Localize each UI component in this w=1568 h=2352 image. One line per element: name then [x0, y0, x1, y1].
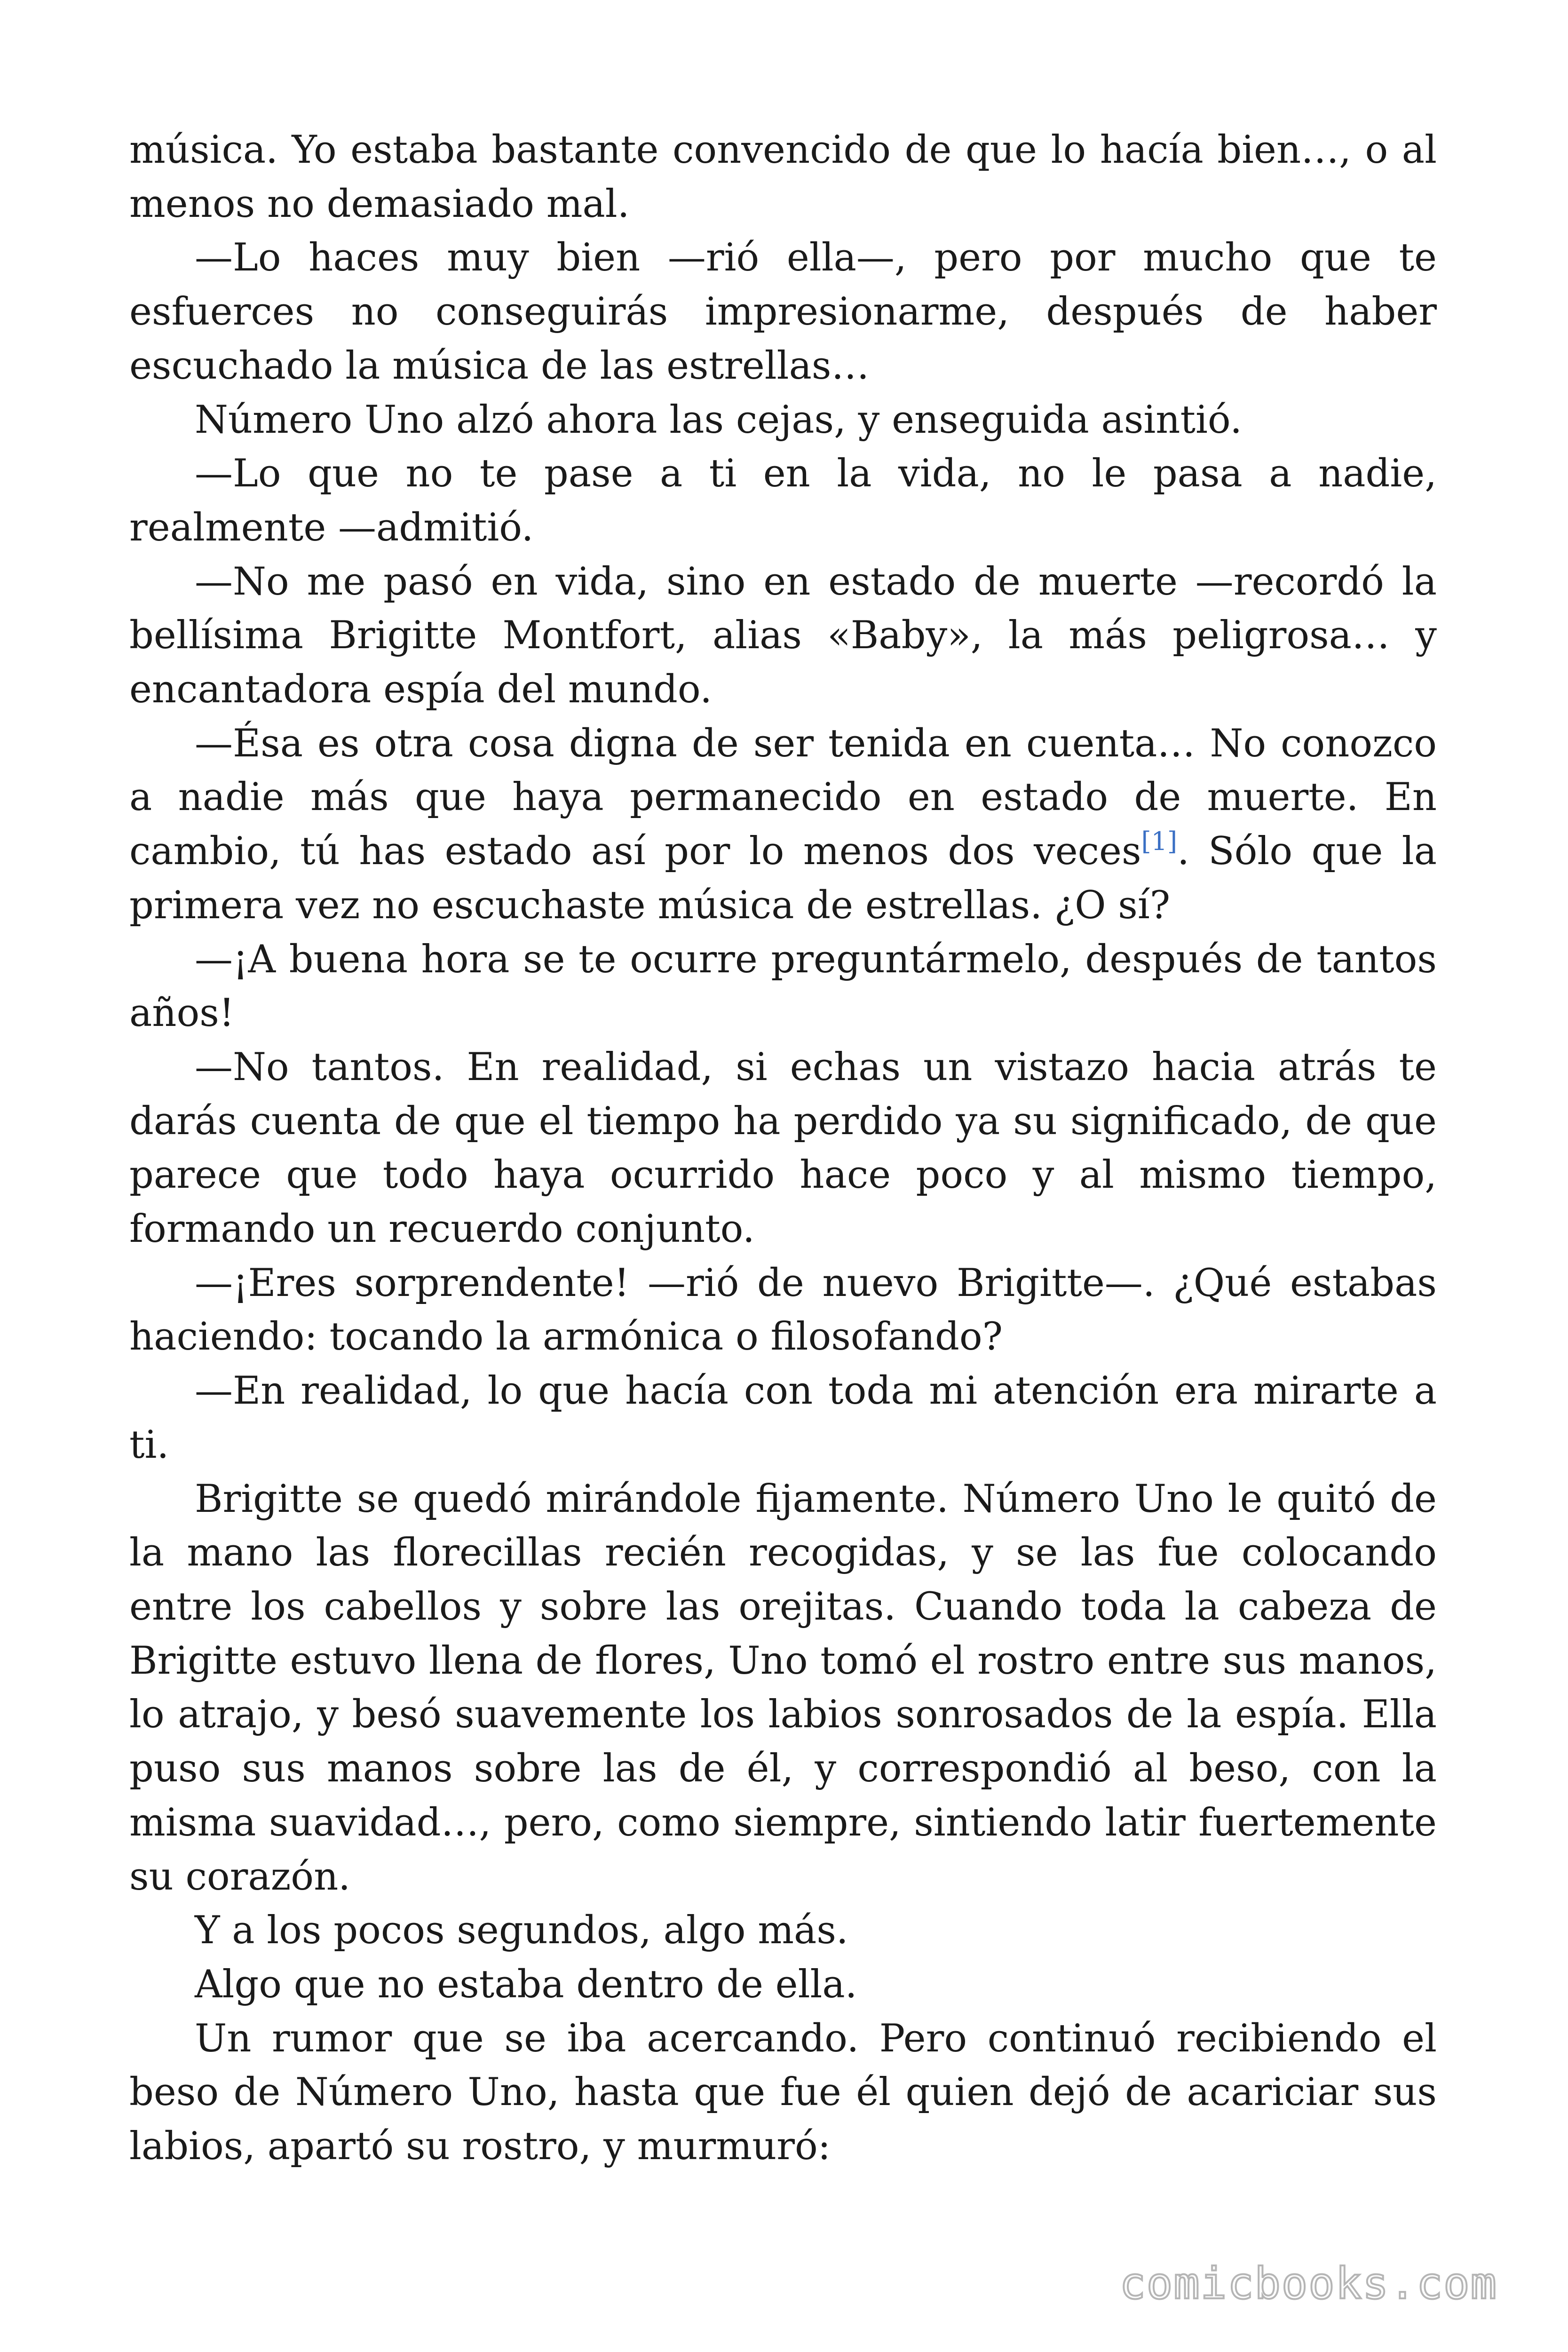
paragraph: Y a los pocos segundos, algo más.: [195, 1908, 848, 1953]
watermark: comicbooks.com: [1119, 2258, 1497, 2309]
paragraph-text: . Sólo que la primera vez no escuchaste música de estrellas. ¿O sí?: [129, 829, 1437, 928]
paragraph: Un rumor que se iba acercando. Pero continuó recibiendo el beso de Número Uno, hasta que fue él quien dejó de acariciar sus labios, apartó su rostro, y murmuró:: [129, 2016, 1437, 2169]
paragraph: Número Uno alzó ahora las cejas, y enseguida asintió.: [195, 397, 1243, 442]
body-text: [129, 123, 1437, 2174]
footnote-link[interactable]: [1]: [1141, 826, 1178, 857]
paragraph: —No me pasó en vida, sino en estado de muerte —recordó la bellísima Brigitte Montfort, alias «Baby», la más peligrosa… y encantadora espía del mundo.: [129, 559, 1437, 712]
paragraph: —¡A buena hora se te ocurre preguntármelo, después de tantos años!: [129, 937, 1437, 1036]
paragraph: Brigitte se quedó mirándole fijamente. Número Uno le quitó de la mano las florecillas recién recogidas, y se las fue colocando entre los cabellos y sobre las orejitas. Cuando toda la cabeza de Brigitte estuvo llena de flores, Uno tomó el rostro entre sus manos, lo atrajo, y besó suavemente los labios sonrosados de la espía. Ella puso sus manos sobre las de él, y correspondió al beso, con la misma suavidad…, pero, como siempre, sintiendo latir fuertemente su corazón.: [129, 1477, 1437, 1899]
paragraph: —En realidad, lo que hacía con toda mi atención era mirarte a ti.: [129, 1369, 1437, 1467]
paragraph: —Lo haces muy bien —rió ella—, pero por mucho que te esfuerces no conseguirás impresionarme, después de haber escuchado la música de las estrellas…: [129, 236, 1437, 388]
paragraph-text: —Ésa es otra cosa digna de ser tenida en cuenta… No conozco a nadie más que haya permanecido en estado de muerte. En cambio, tú has estado así por lo menos dos veces: [129, 721, 1437, 874]
paragraph: música. Yo estaba bastante convencido de que lo hacía bien…, o al menos no demasiado mal.: [129, 128, 1437, 226]
paragraph: Algo que no estaba dentro de ella.: [195, 1962, 857, 2007]
paragraph: —Lo que no te pase a ti en la vida, no le pasa a nadie, realmente —admitió.: [129, 452, 1437, 550]
paragraph-with-footnote: [129, 717, 1437, 933]
paragraph: —¡Eres sorprendente! —rió de nuevo Brigitte—. ¿Qué estabas haciendo: tocando la armónica o filosofando?: [129, 1261, 1437, 1359]
paragraph: —No tantos. En realidad, si echas un vistazo hacia atrás te darás cuenta de que el tiempo ha perdido ya su significado, de que parece que todo haya ocurrido hace poco y al mismo tiempo, formando un recuerdo conjunto.: [129, 1045, 1437, 1252]
